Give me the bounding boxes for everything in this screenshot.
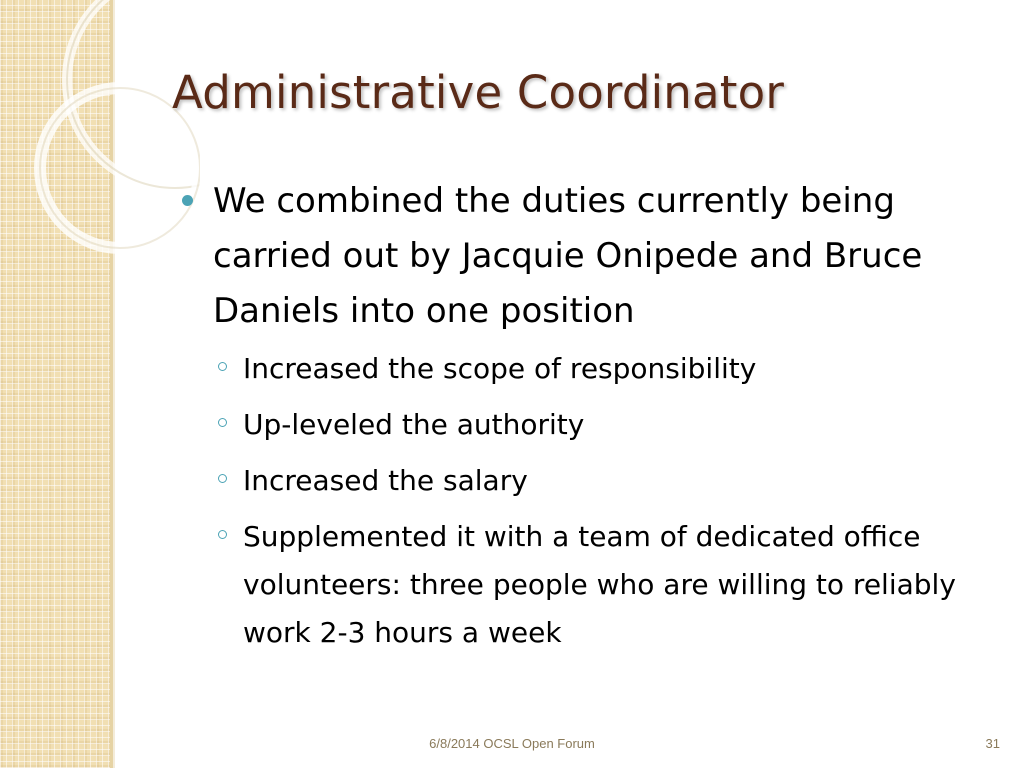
hollow-circle-bullet-icon [218,474,227,483]
sub-bullet [182,513,1002,657]
hollow-circle-bullet-icon [218,418,227,427]
slide-title: Administrative Coordinator [172,66,785,119]
sub-bullet-text: Increased the scope of responsibility [243,352,757,385]
sub-bullet [182,457,1002,505]
sub-bullet-text: Increased the salary [243,464,528,497]
slide-number: 31 [985,736,1000,751]
filled-circle-bullet-icon [182,195,193,206]
sub-bullet [182,345,1002,393]
hollow-circle-bullet-icon [218,530,227,539]
main-bullet-text: We combined the duties currently being carried out by Jacquie Onipede and Bruce Daniels into one position [213,181,923,331]
slide-footer: 6/8/2014 OCSL Open Forum [429,736,595,751]
sub-bullet [182,401,1002,449]
sub-bullet-text: Supplemented it with a team of dedicated office volunteers: three people who are willing to reliably work 2-3 hours a week [243,520,956,649]
sub-bullet-list [182,345,1002,657]
decorative-rings [0,0,200,260]
main-bullet [182,174,1002,339]
hollow-circle-bullet-icon [218,362,227,371]
slide-body [182,174,1002,665]
sub-bullet-text: Up-leveled the authority [243,408,585,441]
